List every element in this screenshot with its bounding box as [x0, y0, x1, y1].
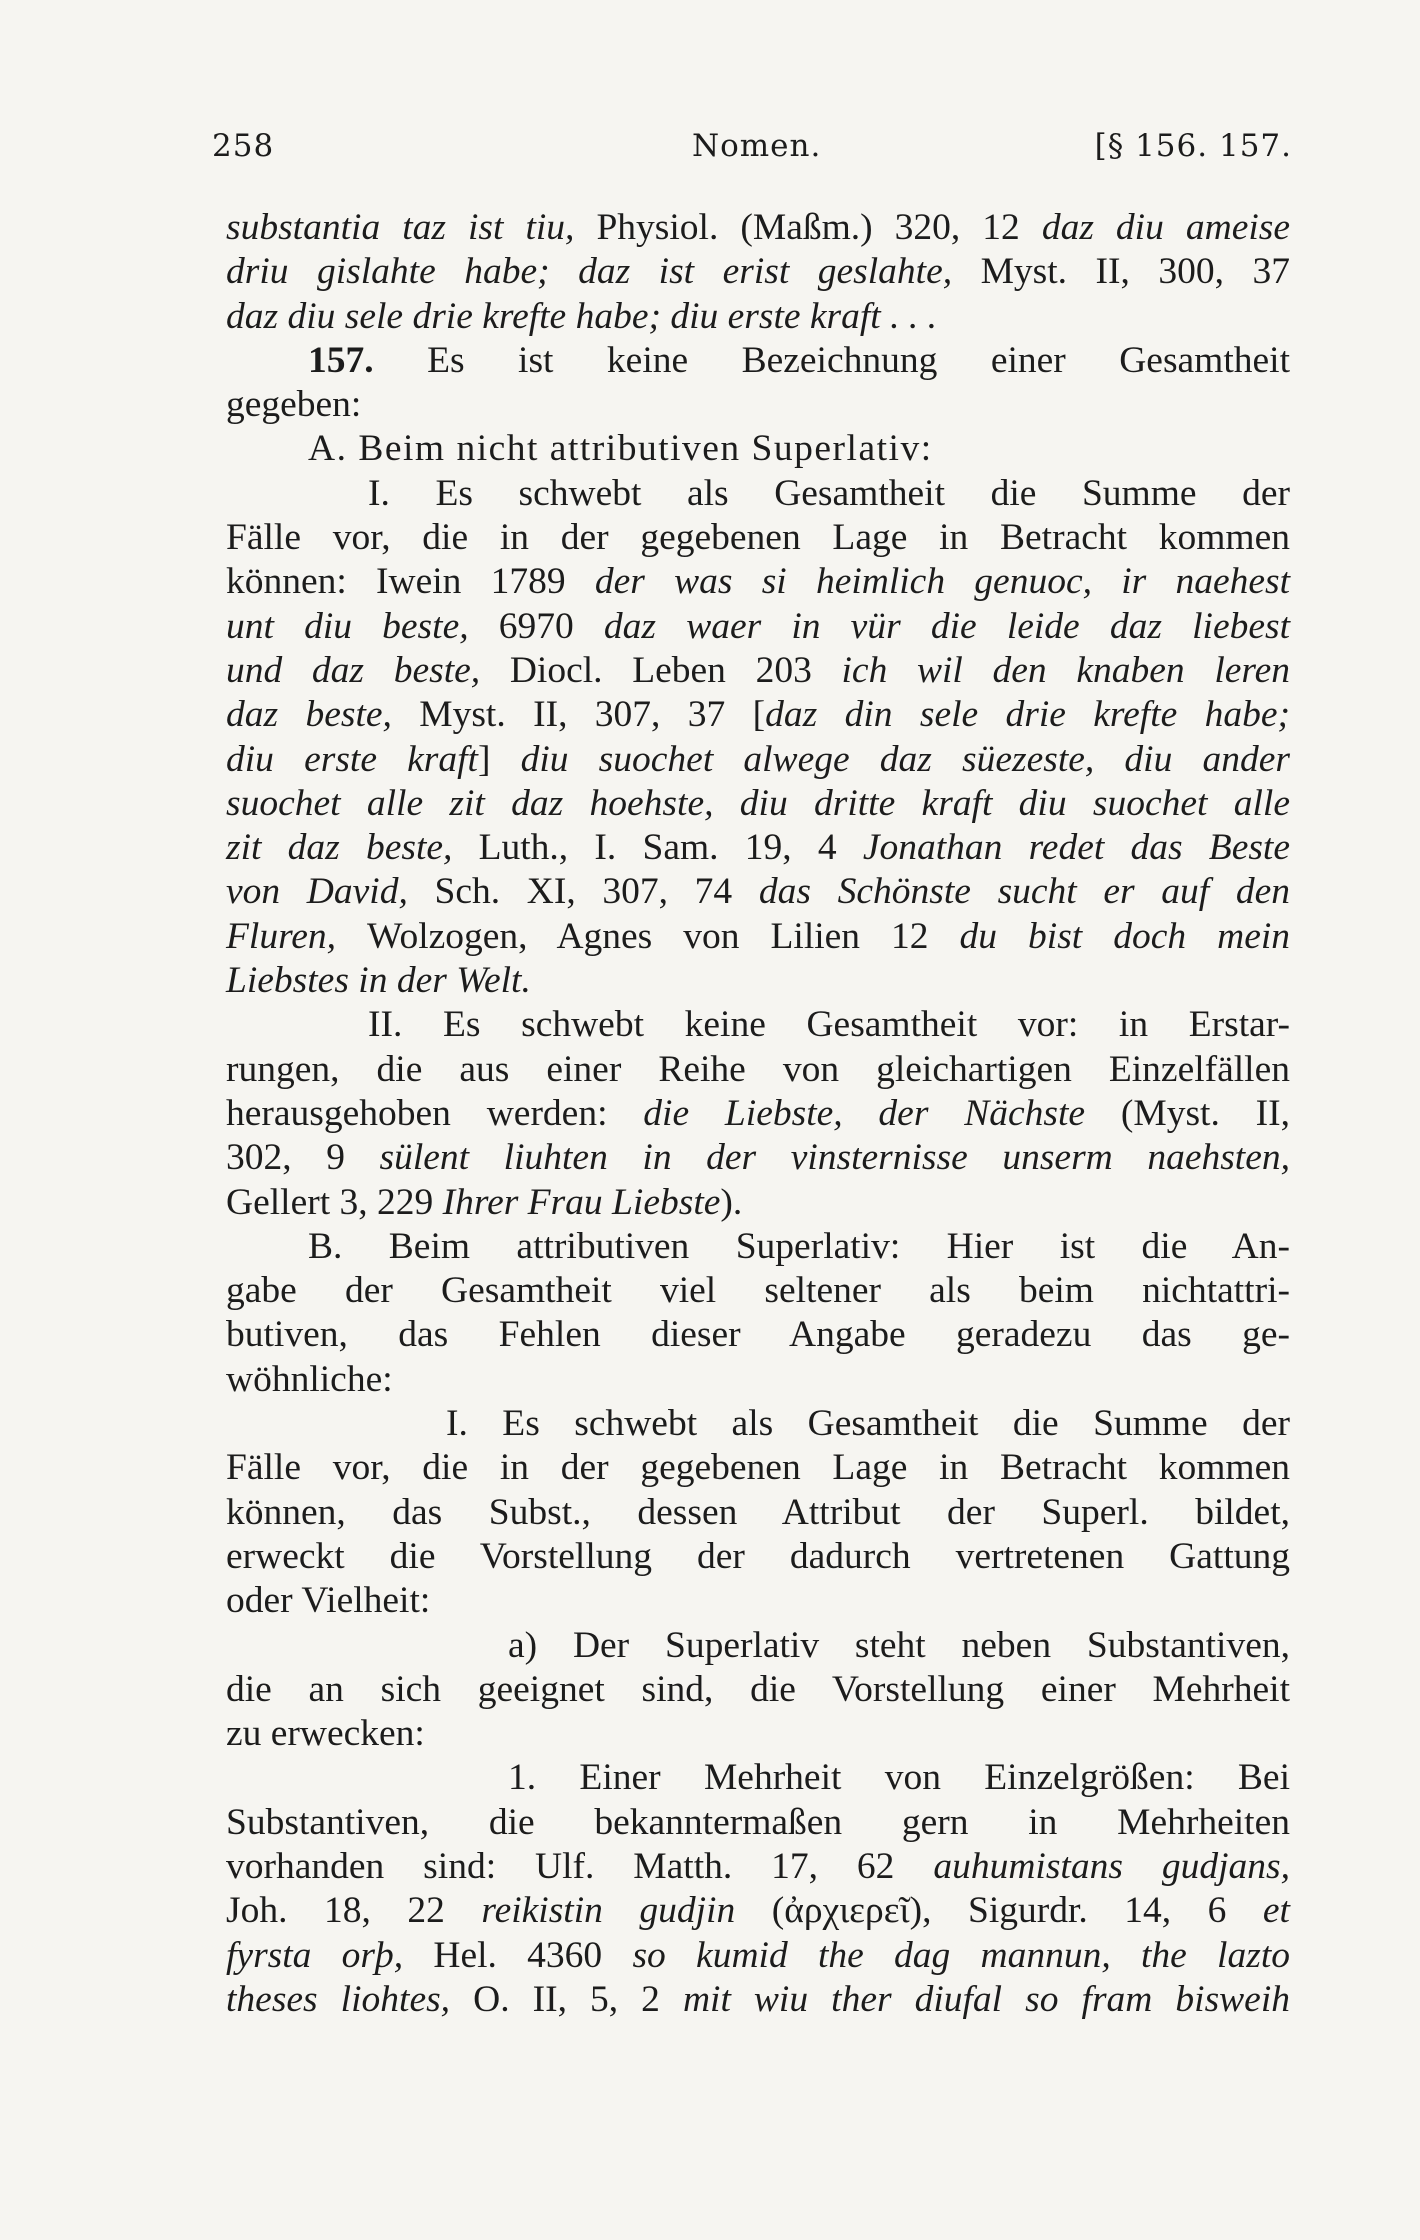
section-heading-line: 157. Es ist keine Bezeichnung einer Gesamtheit: [308, 339, 1290, 381]
text-line: daz beste, Myst. II, 307, 37 [daz din sele drie krefte habe;: [226, 694, 1291, 736]
text-line: gabe der Gesamtheit viel seltener als beim nichtattri-: [226, 1270, 1290, 1312]
text-line: a) Der Superlativ steht neben Substantiven,: [508, 1624, 1290, 1666]
text-line: Fluren, Wolzogen, Agnes von Lilien 12 du bist doch mein: [226, 915, 1291, 957]
page-number: 258: [212, 128, 275, 164]
text-line: vorhanden sind: Ulf. Matth. 17, 62 auhumistans gudjans,: [226, 1845, 1290, 1887]
text-line: II. Es schwebt keine Gesamtheit vor: in Erstar-: [368, 1004, 1290, 1046]
page-header: [212, 128, 1292, 172]
text-line: I. Es schwebt als Gesamtheit die Summe der: [446, 1403, 1290, 1445]
text-line: rungen, die aus einer Reihe von gleichartigen Einzelfällen: [226, 1048, 1290, 1090]
text-line: die an sich geeignet sind, die Vorstellung einer Mehrheit: [226, 1668, 1290, 1710]
text-line: zit daz beste, Luth., I. Sam. 19, 4 Jonathan redet das Beste: [226, 827, 1290, 869]
text-line: erweckt die Vorstellung der dadurch vertretenen Gattung: [226, 1535, 1290, 1577]
text-line: Fälle vor, die in der gegebenen Lage in Betracht kommen: [226, 1447, 1290, 1489]
text-line: von David, Sch. XI, 307, 74 das Schönste sucht er auf den: [226, 871, 1291, 913]
text-line: diu erste kraft] diu suochet alwege daz süezeste, diu ander: [226, 738, 1290, 780]
section-reference: [§ 156. 157.: [1094, 128, 1292, 164]
text-line: 302, 9 sülent liuhten in der vinsternisse unserm naehsten,: [226, 1137, 1290, 1179]
running-title: Nomen.: [692, 128, 822, 164]
text-line: herausgehoben werden: die Liebste, der Nächste (Myst. II,: [226, 1092, 1290, 1134]
text-line: können, das Subst., dessen Attribut der Superl. bildet,: [226, 1491, 1290, 1533]
text-line: zu erwecken:: [226, 1713, 425, 1755]
text-line: unt diu beste, 6970 daz waer in vür die leide daz liebest: [226, 605, 1291, 647]
text-line: driu gislahte habe; daz ist erist geslahte, Myst. II, 300, 37: [226, 251, 1290, 293]
text-line: substantia taz ist tiu, Physiol. (Maßm.) 320, 12 daz diu ameise: [226, 207, 1290, 248]
text-line: können: Iwein 1789 der was si heimlich genuoc, ir naehest: [226, 561, 1290, 603]
text-line: Substantiven, die bekanntermaßen gern in Mehrheiten: [226, 1801, 1290, 1843]
text-line: und daz beste, Diocl. Leben 203 ich wil den knaben leren: [226, 649, 1290, 691]
subsection-heading: B. Beim attributiven Superlativ: Hier ist die An-: [308, 1225, 1290, 1267]
text-line: gegeben:: [226, 384, 362, 426]
page-body: [226, 206, 1290, 2022]
text-line: suochet alle zit daz hoehste, diu dritte kraft diu suochet alle: [226, 782, 1290, 824]
section-number: 157.: [308, 339, 374, 381]
text-line: daz diu sele drie krefte habe; diu erste kraft . . .: [226, 295, 937, 337]
text-line: butiven, das Fehlen dieser Angabe geradezu das ge-: [226, 1314, 1290, 1356]
text-line: fyrsta orþ, Hel. 4360 so kumid the dag mannun, the lazto: [226, 1934, 1290, 1976]
text-line: I. Es schwebt als Gesamtheit die Summe der: [368, 472, 1290, 514]
text-line: wöhnliche:: [226, 1358, 393, 1400]
subsection-heading: A. Beim nicht attributiven Superlativ:: [308, 428, 933, 470]
text-line: oder Vielheit:: [226, 1580, 431, 1622]
text-line: Gellert 3, 229 Ihrer Frau Liebste).: [226, 1181, 743, 1223]
text-line: Liebstes in der Welt.: [226, 960, 531, 1002]
text-line: Fälle vor, die in der gegebenen Lage in Betracht kommen: [226, 517, 1290, 559]
text-line: theses liohtes, O. II, 5, 2 mit wiu ther diufal so fram bisweih: [226, 1978, 1291, 2020]
text-line: 1. Einer Mehrheit von Einzelgrößen: Bei: [508, 1757, 1290, 1799]
text-line: Joh. 18, 22 reikistin gudjin (ἀρχιερεῖ), Sigurdr. 14, 6 et: [226, 1890, 1290, 1932]
